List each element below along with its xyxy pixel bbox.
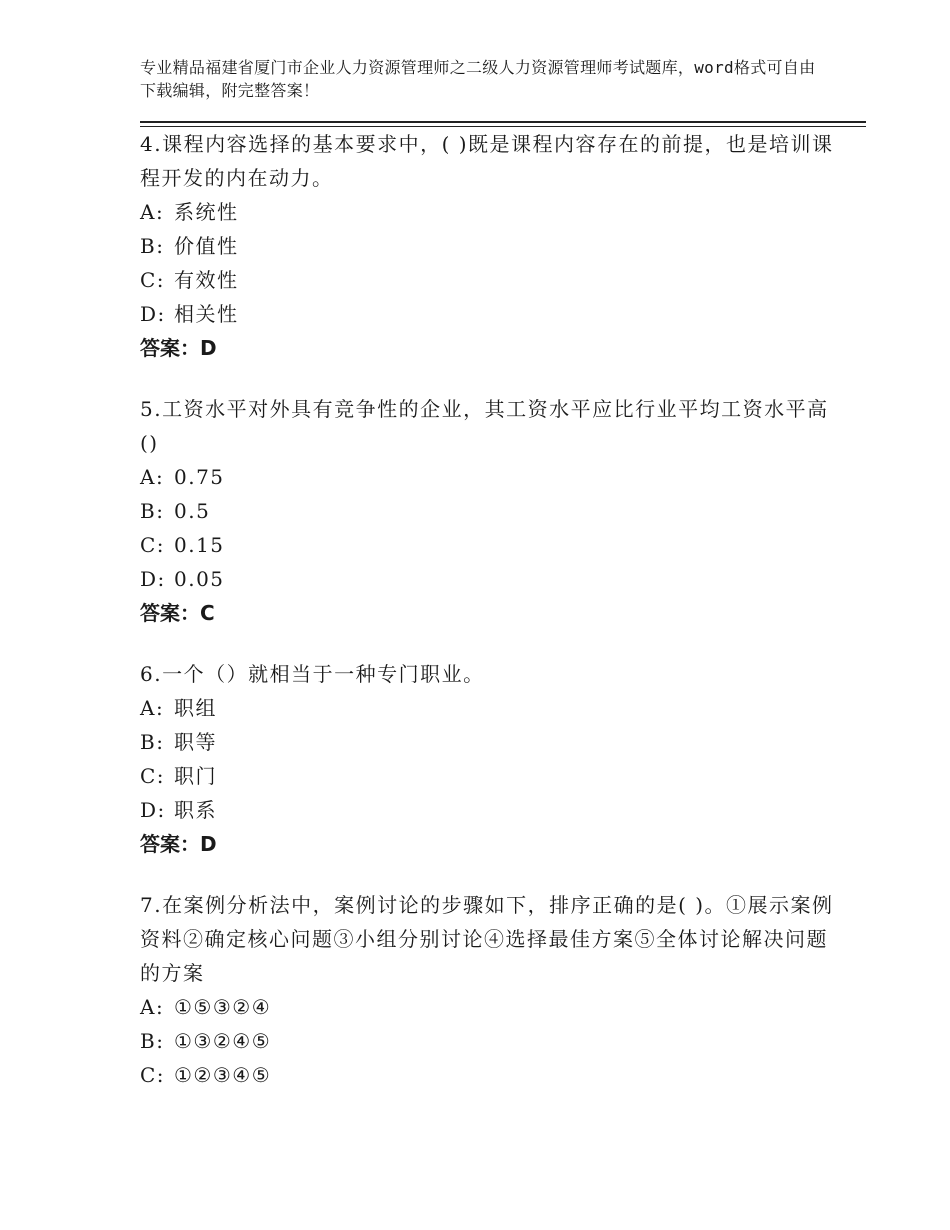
option-text: 0.05: [174, 567, 225, 591]
option-text: 价值性: [174, 234, 239, 258]
question-list: [140, 127, 840, 1119]
option-text: ①③②④⑤: [174, 1029, 272, 1053]
answer-label: 答案：D: [140, 336, 217, 360]
option-text: 0.75: [174, 465, 225, 489]
question-6: [140, 657, 840, 861]
header-rule-thick: [140, 121, 866, 123]
option-letter: C:: [140, 1063, 166, 1087]
option-c: [140, 1058, 840, 1092]
option-d: [140, 562, 840, 596]
option-b: [140, 229, 840, 263]
option-a: [140, 691, 840, 725]
question-7: [140, 888, 840, 1092]
option-letter: D:: [140, 302, 166, 326]
question-stem: 6.一个（）就相当于一种专门职业。: [140, 662, 485, 686]
question-4: [140, 127, 840, 365]
option-text: 职门: [174, 764, 217, 788]
option-d: [140, 297, 840, 331]
document-header: 专业精品福建省厦门市企业人力资源管理师之二级人力资源管理师考试题库，word格式可自由下载编辑，附完整答案！: [140, 58, 816, 100]
option-letter: A:: [140, 696, 165, 720]
question-stem: 5.工资水平对外具有竞争性的企业，其工资水平应比行业平均工资水平高(): [140, 397, 829, 455]
option-text: ①⑤③②④: [174, 995, 272, 1019]
option-letter: B:: [140, 730, 165, 754]
question-stem: 7.在案例分析法中，案例讨论的步骤如下，排序正确的是( )。①展示案例资料②确定核心问题③小组分别讨论④选择最佳方案⑤全体讨论解决问题的方案: [140, 893, 834, 985]
option-letter: C:: [140, 268, 166, 292]
option-text: 有效性: [174, 268, 239, 292]
option-text: 职组: [174, 696, 217, 720]
option-letter: A:: [140, 465, 165, 489]
option-text: 0.5: [174, 499, 211, 523]
option-text: 职系: [174, 798, 217, 822]
option-text: 系统性: [174, 200, 239, 224]
question-5: [140, 392, 840, 630]
option-letter: D:: [140, 567, 166, 591]
option-text: 相关性: [174, 302, 239, 326]
option-letter: B:: [140, 234, 165, 258]
answer-label: 答案：C: [140, 601, 215, 625]
option-text: 职等: [174, 730, 217, 754]
option-text: 0.15: [174, 533, 225, 557]
option-c: [140, 528, 840, 562]
option-c: [140, 263, 840, 297]
option-text: ①②③④⑤: [174, 1063, 272, 1087]
question-stem: 4.课程内容选择的基本要求中，( )既是课程内容存在的前提，也是培训课程开发的内在动力。: [140, 132, 834, 190]
option-a: [140, 460, 840, 494]
option-letter: C:: [140, 764, 166, 788]
option-c: [140, 759, 840, 793]
option-a: [140, 990, 840, 1024]
option-a: [140, 195, 840, 229]
option-b: [140, 725, 840, 759]
option-letter: D:: [140, 798, 166, 822]
option-letter: B:: [140, 499, 165, 523]
option-letter: A:: [140, 995, 165, 1019]
option-d: [140, 793, 840, 827]
option-letter: A:: [140, 200, 165, 224]
option-letter: B:: [140, 1029, 165, 1053]
option-letter: C:: [140, 533, 166, 557]
option-b: [140, 494, 840, 528]
option-b: [140, 1024, 840, 1058]
answer-label: 答案：D: [140, 832, 217, 856]
